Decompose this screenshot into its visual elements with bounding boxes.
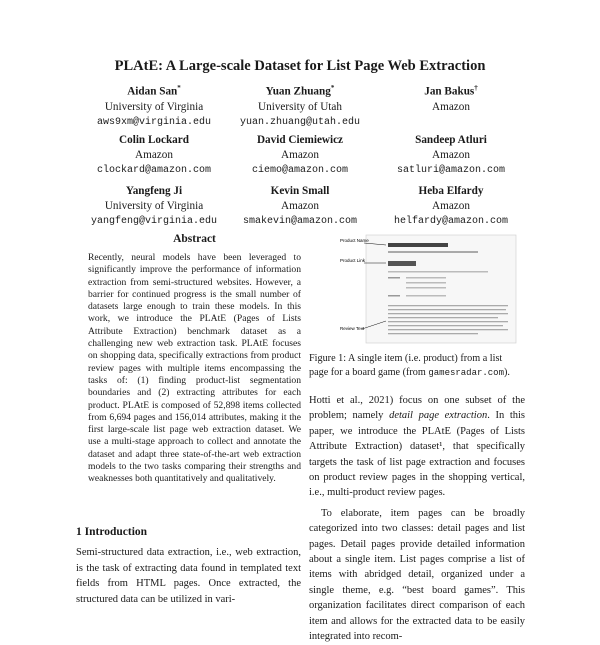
author-email: yuan.zhuang@utah.edu bbox=[239, 116, 361, 128]
section-body bbox=[76, 545, 301, 607]
author-affiliation: Amazon bbox=[281, 200, 319, 212]
paragraph: Hotti et al., 2021) focus on one subset of the problem; namely detail page extraction. In this paper, we introduce the PLAtE (Pages of Lists Attribute Extraction) dataset¹, that specifically targets the task of list page extraction and focuses on product review pages in the shopping vertical, i.e., multi-product review pages. bbox=[309, 395, 525, 499]
section-text: Semi-structured data extraction, i.e., web extraction, is the task of extracting data found in templated text fields from HTML pages. Once extracted, the structured data can be utilized in vari- bbox=[76, 547, 301, 605]
author-email: helfardy@amazon.com bbox=[393, 216, 509, 227]
figure-1 bbox=[340, 233, 520, 345]
author-affiliation: Amazon bbox=[281, 149, 319, 161]
abstract-heading: Abstract bbox=[173, 233, 216, 245]
author-email: satluri@amazon.com bbox=[396, 165, 506, 176]
author-name: Yuan Zhuang* bbox=[265, 84, 335, 98]
author-name: Colin Lockard bbox=[119, 134, 189, 146]
right-column-body bbox=[309, 393, 525, 645]
figure-label: Product Link bbox=[340, 258, 366, 263]
section-heading: 1 Introduction bbox=[76, 526, 148, 538]
author-name: David Ciemiewicz bbox=[256, 134, 344, 146]
author-affiliation: University of Virginia bbox=[104, 200, 204, 212]
figure-caption: Figure 1: A single item (i.e. product) from a list page for a board game (from gamesradar.com). bbox=[309, 353, 510, 378]
author-name: Yangfeng Ji bbox=[125, 185, 183, 197]
paper-title: PLAtE: A Large-scale Dataset for List Page Web Extraction bbox=[114, 58, 486, 74]
author-name: Jan Bakus† bbox=[424, 84, 478, 98]
author-block bbox=[351, 133, 551, 178]
figure-screenshot bbox=[340, 233, 520, 345]
author-name: Sandeep Atluri bbox=[415, 134, 487, 146]
author-affiliation: University of Virginia bbox=[104, 100, 204, 113]
author-block bbox=[351, 81, 551, 115]
author-name: Kevin Small bbox=[270, 185, 330, 197]
abstract-text: Recently, neural models have been leveraged to significantly improve the performance of information extraction from semi-structured websites. However, a barrier for continued progress is the small number of datasets large enough to train these models. In this work, we introduce the PLAtE (Pages of Lists Attribute Extraction) benchmark dataset as a challenging new web extraction task. PLAtE focuses on shopping data, specifically extractions from product review pages with multiple items encompassing the tasks of: (1) finding product-list segmentation boundaries and (2) extracting attributes for each product. PLAtE is composed of 52,898 items collected from 6,694 pages and 156,014 attributes, making it the first large-scale list page web extraction dataset. We use a multi-stage approach to collect and annotate the dataset and adapt three state-of-the-art web extraction models to the two tasks comparing their strengths and weaknesses both quantitatively and qualitatively. bbox=[88, 252, 301, 485]
paragraph: To elaborate, item pages can be broadly categorized into two classes: detail pages and list pages. Detail pages provide detailed information about a single item. List pages comprise a list of items with abridged detail, organized under a single theme, e.g. “best board games”. This organization facilitates direct comparison of each item and allows for the extracted data to be easily integrated into recom- bbox=[309, 507, 525, 643]
figure-label: Review Text bbox=[340, 326, 365, 331]
abstract-body bbox=[88, 252, 301, 486]
author-email: yangfeng@virginia.edu bbox=[90, 216, 218, 227]
author-block bbox=[351, 184, 551, 229]
author-affiliation: Amazon bbox=[432, 200, 470, 212]
author-email: clockard@amazon.com bbox=[96, 165, 212, 176]
figure-label: Product Name bbox=[340, 238, 369, 243]
author-email: aws9xm@virginia.edu bbox=[96, 116, 212, 128]
author-affiliation: University of Utah bbox=[258, 100, 342, 113]
author-affiliation: Amazon bbox=[135, 149, 173, 161]
author-affiliation: Amazon bbox=[432, 100, 470, 113]
author-affiliation: Amazon bbox=[432, 149, 470, 161]
author-name: Heba Elfardy bbox=[418, 185, 484, 197]
author-email: ciemo@amazon.com bbox=[251, 165, 348, 176]
author-name: Aidan San* bbox=[127, 84, 181, 98]
author-email: smakevin@amazon.com bbox=[242, 216, 358, 227]
